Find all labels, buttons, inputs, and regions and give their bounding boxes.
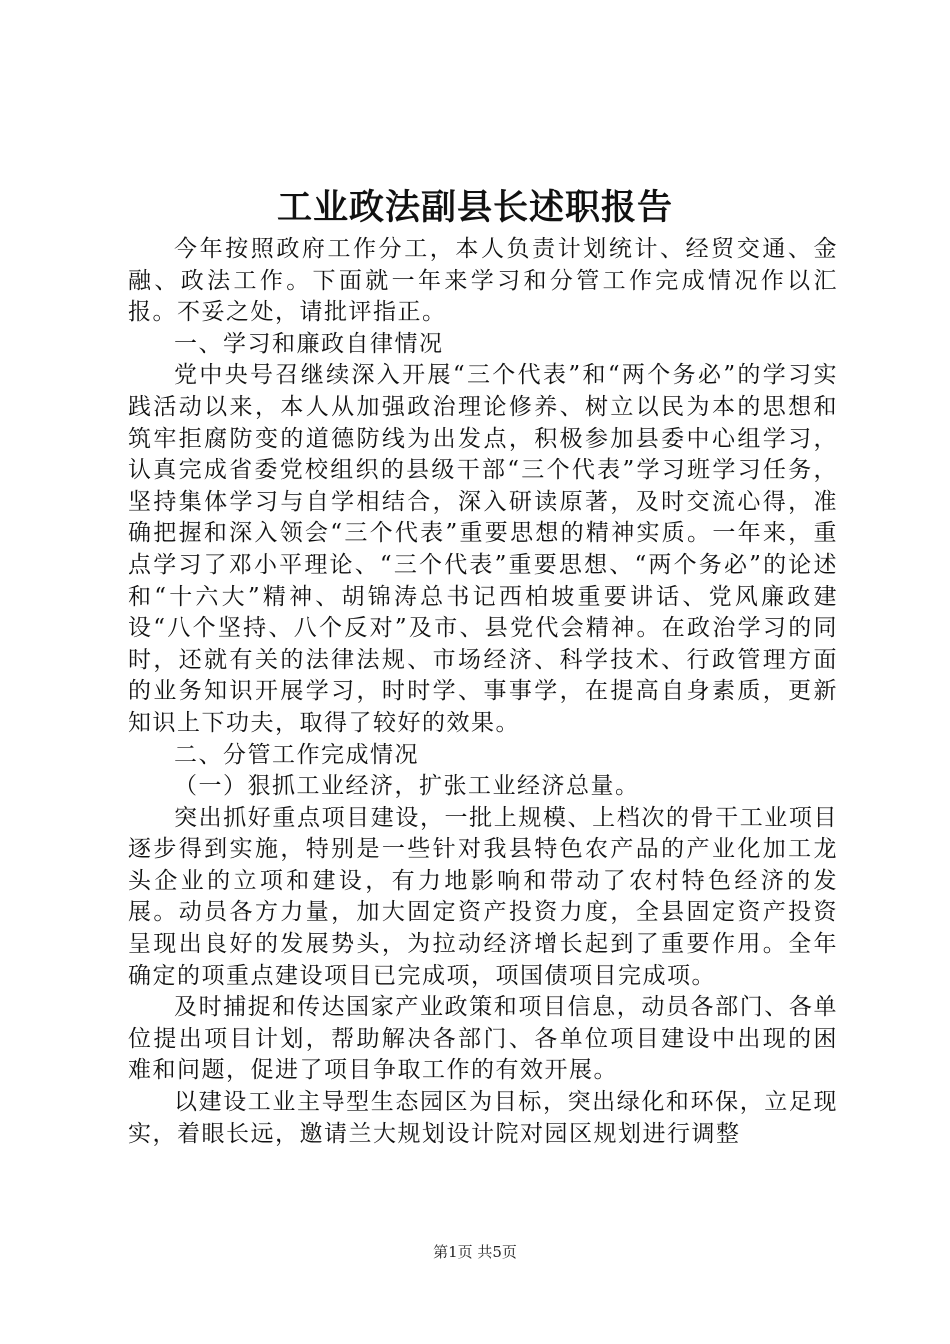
document-body (128, 234, 838, 1150)
body-paragraph: 以建设工业主导型生态园区为目标，突出绿化和环保，立足现实，着眼长远，邀请兰大规划设计院对园区规划进行调整 (128, 1089, 838, 1147)
body-paragraph: 及时捕捉和传达国家产业政策和项目信息，动员各部门、各单位提出项目计划，帮助解决各部门、各单位项目建设中出现的困难和问题，促进了项目争取工作的有效开展。 (128, 994, 838, 1084)
document-title: 工业政法副县长述职报告 (276, 187, 673, 228)
page-footer: 第1页 共5页 (433, 1243, 517, 1261)
section-heading: 二、分管工作完成情况 (174, 741, 419, 768)
section-heading: 一、学习和廉政自律情况 (174, 330, 444, 357)
body-paragraph: 突出抓好重点项目建设，一批上规模、上档次的骨干工业项目逐步得到实施，特别是一些针对我县特色农产品的产业化加工龙头企业的立项和建设，有力地影响和带动了农村特色经济的发展。动员各方力量，加大固定资产投资力度，全县固定资产投资呈现出良好的发展势头，为拉动经济增长起到了重要作用。全年确定的项重点建设项目已完成项，项国债项目完成项。 (128, 804, 838, 989)
body-paragraph: 党中央号召继续深入开展“三个代表”和“两个务必”的学习实践活动以来，本人从加强政治理论修养、树立以民为本的思想和筑牢拒腐防变的道德防线为出发点，积极参加县委中心组学习，认真完成省委党校组织的县级干部“三个代表”学习班学习任务，坚持集体学习与自学相结合，深入研读原著，及时交流心得，准确把握和深入领会“三个代表”重要思想的精神实质。一年来，重点学习了邓小平理论、“三个代表”重要思想、“两个务必”的论述和“十六大”精神、胡锦涛总书记西柏坡重要讲话、党风廉政建设“八个坚持、八个反对”及市、县党代会精神。在政治学习的同时，还就有关的法律法规、市场经济、科学技术、行政管理方面的业务知识开展学习，时时学、事事学，在提高自身素质，更新知识上下功夫，取得了较好的效果。 (128, 362, 838, 736)
subsection-heading: （一）狠抓工业经济，扩张工业经济总量。 (174, 773, 640, 800)
intro-paragraph: 今年按照政府工作分工，本人负责计划统计、经贸交通、金融、政法工作。下面就一年来学习和分管工作完成情况作以汇报。不妥之处，请批评指正。 (128, 236, 838, 326)
